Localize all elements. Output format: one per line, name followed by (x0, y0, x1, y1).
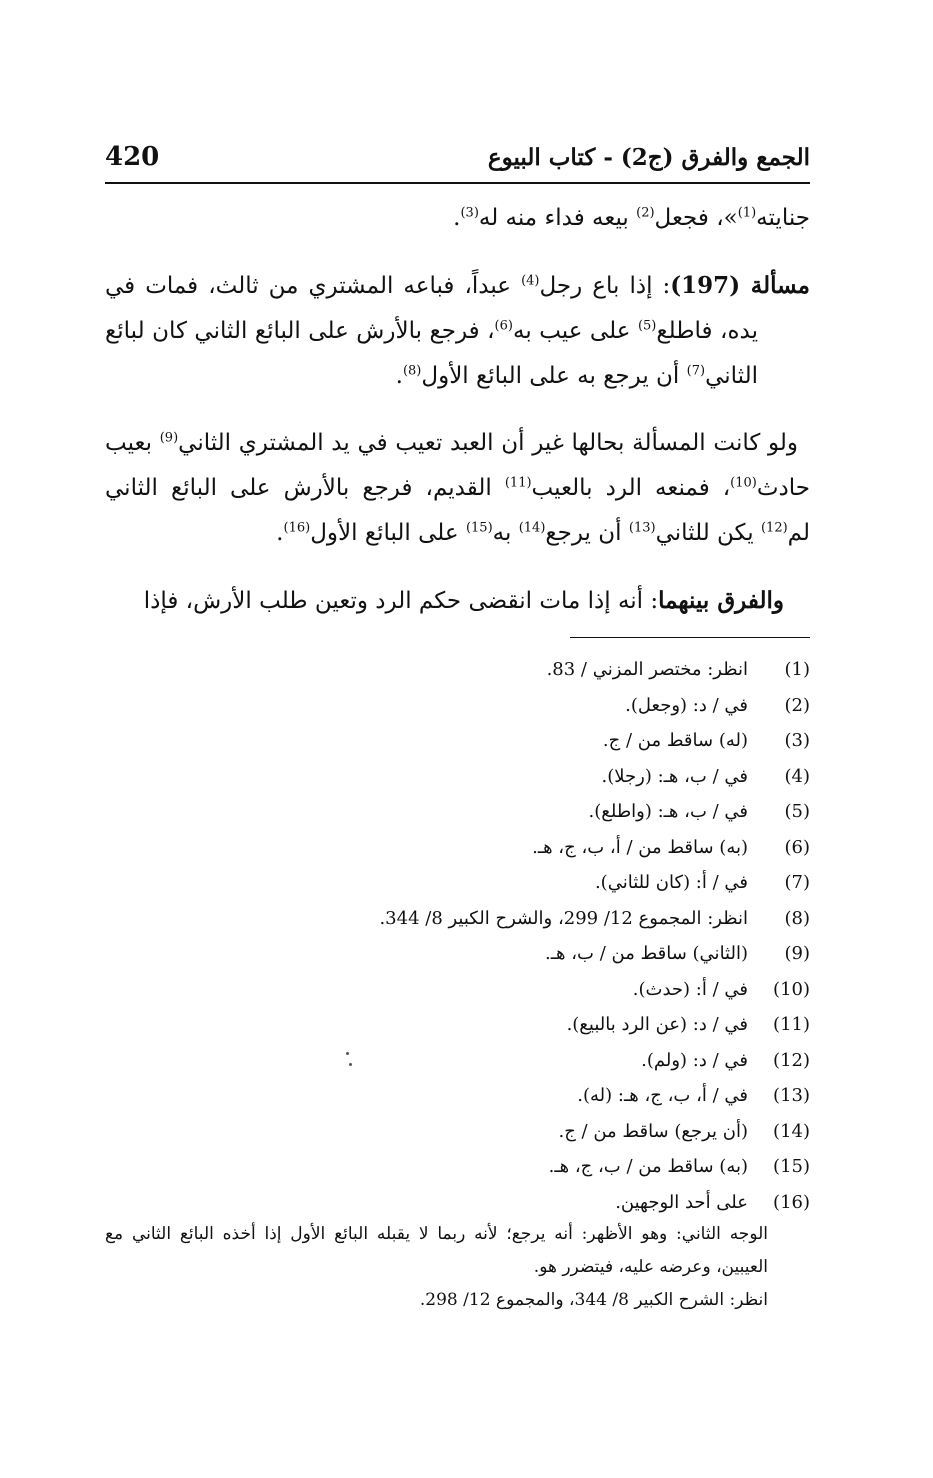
footnote-ref: (7) (686, 363, 706, 379)
footnote-item: (8) انظر: المجموع 12/ 299، والشرح الكبير 8/ 344. (379, 907, 810, 929)
footnote-ref: (14) (518, 520, 546, 536)
page-number: 420 (105, 142, 160, 172)
footnote-item: (9) (الثاني) ساقط من / ب، هـ. (545, 943, 810, 964)
difference-label: والفرق بينهما (658, 587, 784, 614)
footnote-ref: (6) (494, 318, 513, 334)
footnote-item: (1) انظر: مختصر المزني / 83. (546, 659, 810, 680)
footnote-ref: (15) (465, 520, 493, 536)
footnote-ref: (5) (637, 318, 657, 334)
footnote-16-reference: انظر: الشرح الكبير 8/ 344، والمجموع 12/ 298. (419, 1290, 768, 1310)
footnote-ref: (16) (283, 520, 311, 536)
footnote-separator (570, 637, 810, 638)
footnote-item: (14) (أن يرجع) ساقط من / ج. (558, 1120, 810, 1142)
footnote-item: (5) في / ب، هـ: (واطلع). (588, 801, 810, 822)
footnote-item: (2) في / د: (وجعل). (625, 694, 810, 716)
scan-speck (349, 1063, 352, 1066)
issue-label: مسألة (197) (670, 272, 810, 299)
footnote-item: (11) في / د: (عن الرد بالبيع). (566, 1014, 810, 1035)
footnote-ref: (3) (460, 205, 479, 221)
footnote-ref: (4) (521, 273, 540, 289)
footnote-ref: (10) (730, 475, 757, 491)
footnote-ref: (1) (737, 205, 757, 221)
running-title: الجمع والفرق (ج2) - كتاب البيوع (487, 144, 810, 171)
footnotes (110, 652, 810, 1220)
footnote-item: (4) في / ب، هـ: (رجلا). (601, 765, 810, 787)
footnote-item: (7) في / أ: (كان للثاني). (594, 872, 810, 893)
footnote-item: (15) (به) ساقط من / ب، ج، هـ. (548, 1156, 810, 1177)
scan-speck (346, 1052, 349, 1055)
footnote-item: (12) في / د: (ولم). (641, 1049, 810, 1071)
second-paragraph: ولو كانت المسألة بحالها غير أن العبد تعيب في يد المشتري الثاني$^{(9)}$ بعيب حادث$^{(10)}$، فمنعه الرد بالعيب$^{(11)}$ القديم، فرجع بالأرش على البائع الثاني لم$^{(12)}$ يكن للثاني$^{(13)}$ أن يرجع$^{(14)}$ به$^{(15)}$ على البائع الأول$^{(16)}$. (105, 430, 810, 546)
main-text (105, 196, 810, 624)
footnote-ref: (11) (504, 475, 532, 491)
footnote-16-text: الوجه الثاني: وهو الأظهر: أنه يرجع؛ لأنه ربما لا يقبله البائع الأول إذا أخذه البائع الثاني مع العيبين، وعرضه عليه، فيتضرر هو. (105, 1224, 768, 1277)
footnote-item: (16) على أحد الوجهين. (615, 1191, 810, 1213)
footnote-16-continuation (105, 1218, 768, 1317)
issue-paragraph: مسألة (197): إذا باع رجل$^{(4)}$ عبداً، فباعه المشتري من ثالث، فمات في يده، فاطلع$^{(5)}$ على عيب به$^{(6)}$، فرجع بالأرش على البائع الثاني كان لبائع الثاني$^{(7)}$ أن يرجع به على البائع الأول$^{(8)}$. (105, 272, 810, 389)
text-line-continuation: جنايته$^{(1)}$»، فجعل$^{(2)}$ بيعه فداء منه له$^{(3)}$. (453, 205, 810, 231)
footnote-item: (10) في / أ: (حدث). (632, 978, 810, 1000)
footnote-ref: (9) (159, 430, 179, 446)
footnote-ref: (12) (760, 520, 788, 536)
difference-paragraph: والفرق بينهما: أنه إذا مات انقضى حكم الرد وتعين طلب الأرش، فإذا (143, 587, 784, 614)
footnote-item: (13) في / أ، ب، ج، هـ: (له). (577, 1085, 810, 1106)
footnote-ref: (8) (402, 363, 422, 379)
footnote-item: (3) (له) ساقط من / ج. (602, 730, 810, 751)
page-header (105, 142, 810, 184)
footnote-ref: (13) (628, 520, 656, 536)
footnote-item: (6) (به) ساقط من / أ، ب، ج، هـ. (532, 836, 810, 858)
footnote-ref: (2) (636, 205, 655, 221)
